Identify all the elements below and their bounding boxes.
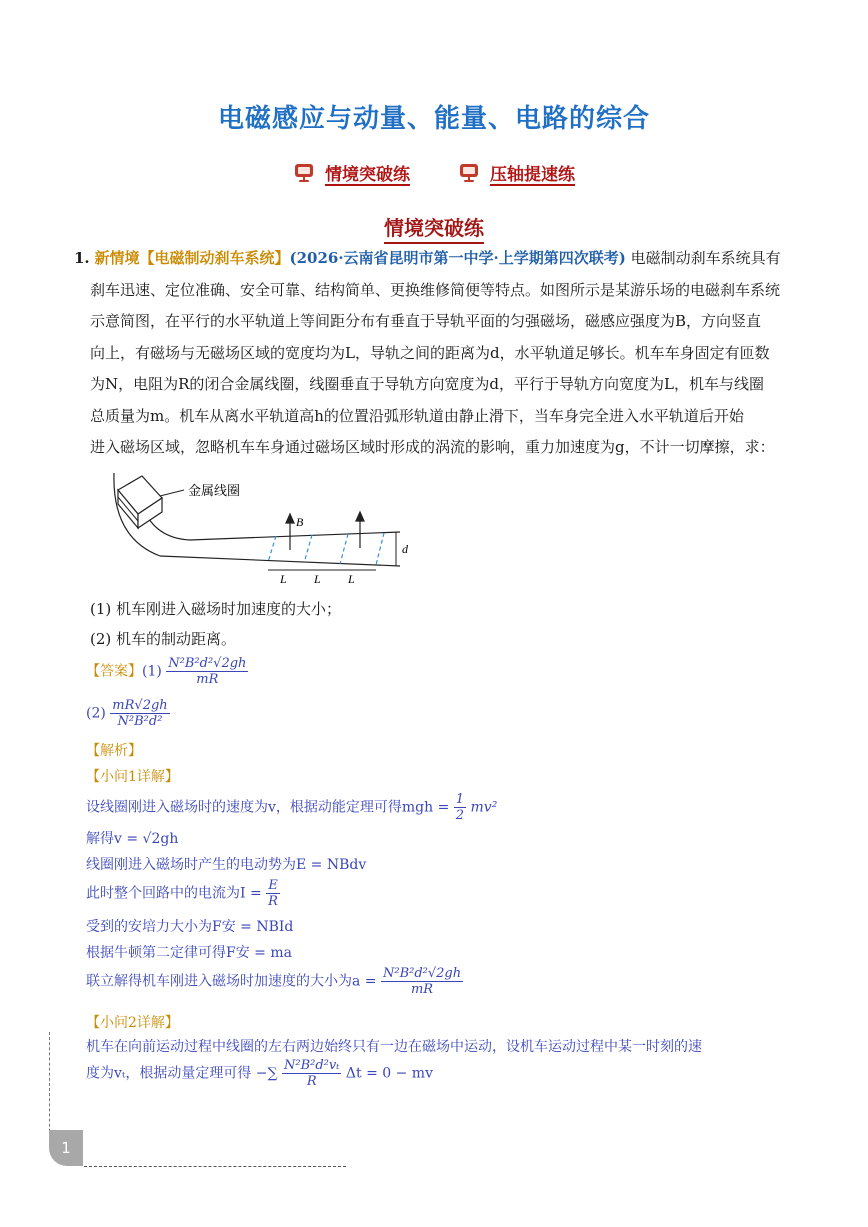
section-nav <box>0 160 868 185</box>
question-line: 向上，有磁场与无磁场区域的宽度均为L，导轨之间的距离为d，水平轨道足够长。机车车身固定有匝数 <box>90 343 770 362</box>
analysis-line: 联立解得机车刚进入磁场时加速度的大小为a = $\frac{\text{N²B²d²√2gh}}{mR}$ <box>86 966 462 997</box>
answer-tag: 【答案】 <box>86 663 142 680</box>
page-number: 1 <box>49 1130 83 1166</box>
coil-block <box>118 476 162 528</box>
b-label: B <box>296 515 304 529</box>
question-line: 总质量为m。机车从离水平轨道高h的位置沿弧形轨道由静止滑下，当车身完全进入水平轨道后开始 <box>90 406 744 425</box>
question-line: 示意简图，在平行的水平轨道上等间距分布有垂直于导轨平面的匀强磁场，磁感应强度为B，方向竖直 <box>90 312 762 330</box>
nav-item-final[interactable] <box>458 160 575 185</box>
nav-item-situation[interactable] <box>293 160 440 185</box>
analysis-line: 解得v = √2gh <box>86 831 179 847</box>
analysis-tag: 【解析】 <box>86 743 142 759</box>
analysis-line: 设线圈刚进入磁场时的速度为v，根据动能定理可得mgh = $\frac{1}{2}$ mv² <box>86 792 498 823</box>
question-line: 为N，电阻为R的闭合金属线圈，线圈垂直于导轨方向宽度为d，平行于导轨方向宽度为L，机车与线圈 <box>90 375 764 393</box>
analysis-line: 线圈刚进入磁场时产生的电动势为E = NBdv <box>86 857 367 873</box>
coil-label: 金属线圈 <box>188 483 241 498</box>
margin-dashed-line <box>49 1032 50 1142</box>
analysis-line: 受到的安培力大小为F安 = NBId <box>86 919 294 935</box>
answer-1 <box>86 656 248 687</box>
l-label: L <box>348 572 355 586</box>
tag-new: 新情境 <box>94 249 140 267</box>
l-label: L <box>314 572 321 586</box>
section-title: 情境突破练 <box>0 212 868 241</box>
question-number: 1. <box>74 249 90 267</box>
question-line-1 <box>74 243 814 275</box>
question-text <box>74 243 814 464</box>
analysis-line: 度为vₜ，根据动量定理可得 −∑ $\frac{\text{N²B²d²vₜ}}{R}$ Δt = 0 − mv <box>86 1058 433 1089</box>
analysis-line: 机车在向前运动过程中线圈的左右两边始终只有一边在磁场中运动，设机车运动过程中某一时刻的速 <box>86 1039 702 1055</box>
part1-tag: 【小问1详解】 <box>86 769 179 785</box>
rail-top <box>190 532 400 540</box>
answer-prefix: (2) <box>86 705 106 722</box>
sub-question-2: (2) 机车的制动距离。 <box>90 630 237 648</box>
tag-topic: 【电磁制动刹车系统】 <box>139 249 290 267</box>
answer-2 <box>86 698 170 729</box>
answer-2-fraction: $\frac{mR√2gh}{\text{N²B²d²}}$ <box>112 698 168 729</box>
nav-label: 情境突破练 <box>325 165 410 185</box>
question-source: (2026·云南省昆明市第一中学·上学期第四次联考) <box>289 249 626 267</box>
rail-bottom <box>160 556 400 566</box>
question-line: 进入磁场区域，忽略机车车身通过磁场区域时形成的涡流的影响，重力加速度为g，不计一切摩擦，求： <box>90 438 775 456</box>
analysis-line: 根据牛顿第二定律可得F安 = ma <box>86 945 292 961</box>
l-label: L <box>280 572 287 586</box>
sub-question-1: (1) 机车刚进入磁场时加速度的大小； <box>90 600 342 618</box>
answer-prefix: (1) <box>142 663 162 680</box>
monitor-icon <box>458 162 480 184</box>
field-regions <box>268 533 384 565</box>
nav-label: 压轴提速练 <box>490 165 575 185</box>
part2-tag: 【小问2详解】 <box>86 1015 179 1031</box>
coil-pointer <box>160 490 184 496</box>
footer-dashed-line <box>84 1166 346 1167</box>
question-line: 刹车迅速、定位准确、安全可靠、结构简单、更换维修简便等特点。如图所示是某游乐场的电磁刹车系统 <box>90 280 781 299</box>
monitor-icon <box>293 162 315 184</box>
analysis-line: 此时整个回路中的电流为I = $\frac{E}{R}$ <box>86 878 278 909</box>
figure-diagram <box>100 468 430 588</box>
question-line: 电磁制动刹车系统具有 <box>630 249 781 267</box>
d-label: d <box>402 542 408 556</box>
answer-1-fraction: $\frac{\text{N²B²d²√2gh}}{mR}$ <box>168 656 247 687</box>
page-title: 电磁感应与动量、能量、电路的综合 <box>217 104 650 134</box>
